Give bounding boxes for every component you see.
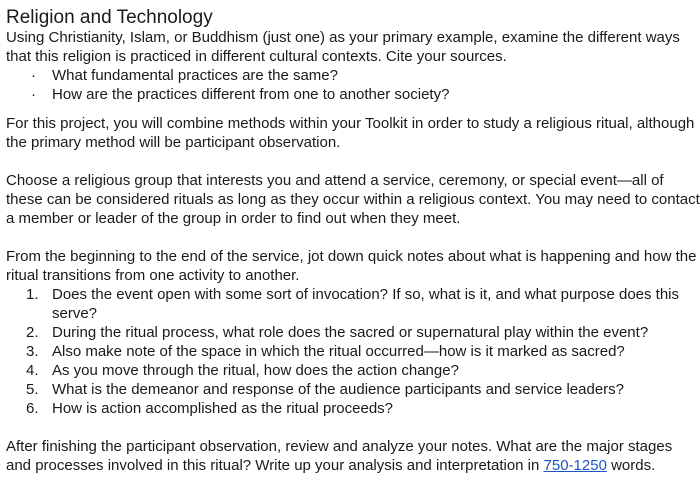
step-text: Does the event open with some sort of invocation? If so, what is it, and what purpose does this serve? [52, 286, 680, 322]
question-list [6, 66, 700, 104]
list-item [6, 285, 700, 323]
choose-paragraph: Choose a religious group that interests you and attend a service, ceremony, or special event—all of these can be considered rituals as long as they occur within a religious context. You may need to contact a member or leader of the group in order to find out when they meet. [6, 172, 700, 227]
list-item [6, 342, 700, 361]
step-number: 5. [26, 381, 39, 398]
notes-paragraph: From the beginning to the end of the service, jot down quick notes about what is happening and how the ritual transitions from one activity to another. [6, 248, 697, 284]
step-number: 6. [26, 400, 39, 417]
step-text: What is the demeanor and response of the audience participants and service leaders? [52, 381, 625, 398]
step-text: How is action accomplished as the ritual proceeds? [52, 400, 394, 417]
final-text: After finishing the participant observation, review and analyze your notes. What are the major stages and processes involved in this ritual? Write up your analysis and interpretation in [6, 438, 673, 474]
ritual-questions-list [6, 285, 700, 418]
bullet-text: How are the practices different from one to another society? [52, 86, 450, 103]
list-item [6, 380, 700, 399]
project-paragraph: For this project, you will combine methods within your Toolkit in order to study a religious ritual, although the primary method will be participant observation. [6, 115, 695, 151]
final-paragraph [6, 437, 700, 475]
final-text-end: words. [606, 457, 656, 474]
bullet-marker: · [31, 86, 36, 103]
page-title: Religion and Technology [6, 7, 213, 28]
list-item [6, 361, 700, 380]
list-item [6, 66, 700, 85]
step-text: Also make note of the space in which the ritual occurred—how is it marked as sacred? [52, 343, 625, 360]
step-text: As you move through the ritual, how does the action change? [52, 362, 459, 379]
step-number: 1. [26, 286, 39, 303]
bullet-text: What fundamental practices are the same? [52, 67, 338, 84]
step-number: 4. [26, 362, 39, 379]
intro-paragraph: Using Christianity, Islam, or Buddhism (just one) as your primary example, examine the different ways that this religion is practiced in different cultural contexts. Cite your sources. [6, 29, 680, 65]
step-number: 3. [26, 343, 39, 360]
list-item [6, 399, 700, 418]
step-text: During the ritual process, what role does the sacred or supernatural play within the event? [52, 324, 649, 341]
list-item [6, 323, 700, 342]
step-number: 2. [26, 324, 39, 341]
word-count-link[interactable]: 750-1250 [543, 457, 607, 474]
bullet-marker: · [31, 67, 36, 84]
list-item [6, 85, 700, 104]
